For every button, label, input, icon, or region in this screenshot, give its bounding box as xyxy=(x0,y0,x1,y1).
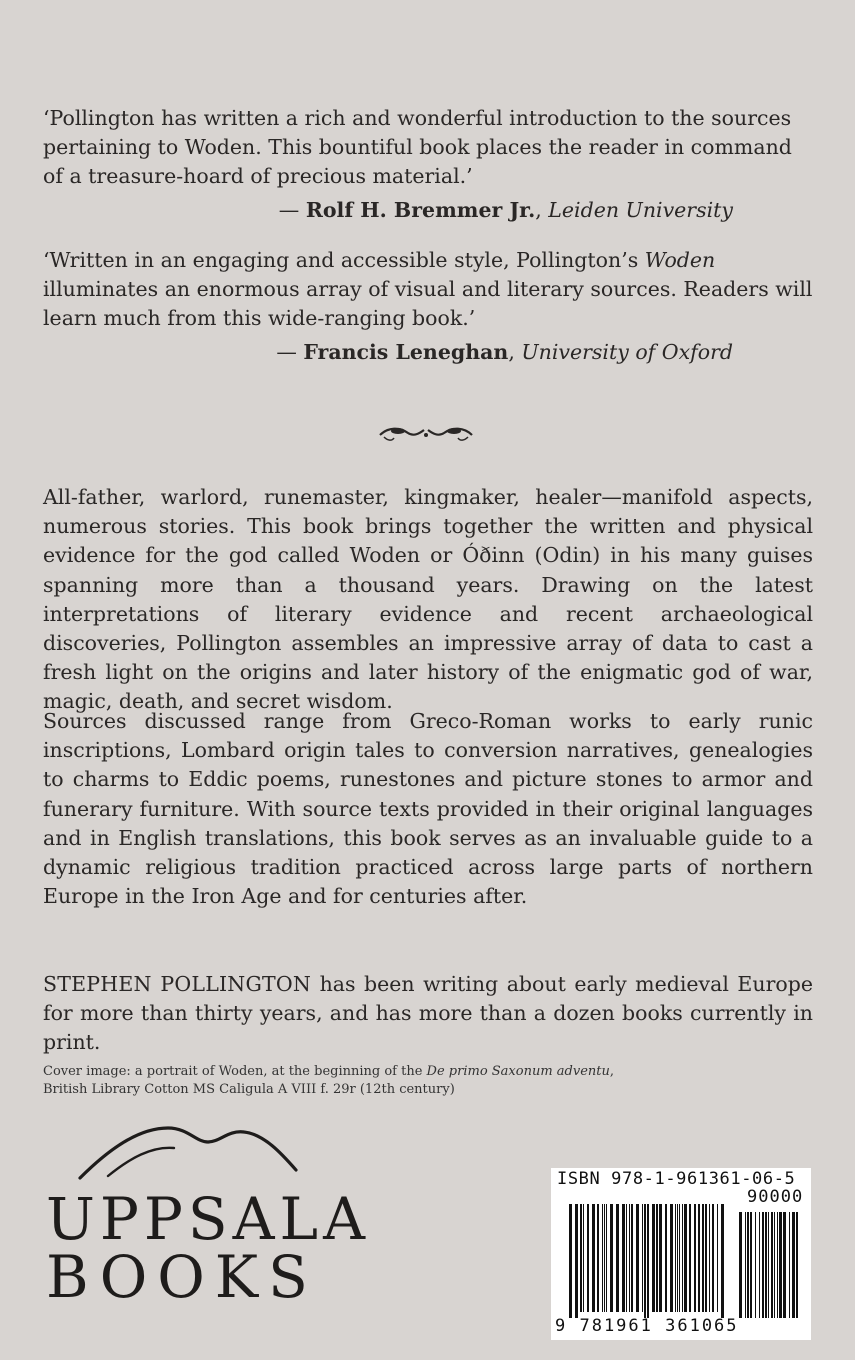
quote-1-attribution xyxy=(43,196,813,225)
barcode-addon-bar xyxy=(765,1212,767,1318)
barcode-bar xyxy=(592,1204,595,1312)
credit-title: De primo Saxonum adventu xyxy=(426,1064,610,1079)
quote-2-title: Woden xyxy=(644,248,716,272)
barcode-bar xyxy=(631,1204,633,1312)
review-quote-2 xyxy=(43,246,813,367)
barcode-bar xyxy=(616,1204,619,1312)
isbn-barcode xyxy=(551,1168,811,1340)
barcode-addon-bar xyxy=(774,1212,775,1318)
barcode-addon-bar xyxy=(768,1212,769,1318)
barcode-bar xyxy=(652,1204,655,1312)
author-name: STEPHEN POLLINGTON xyxy=(43,972,312,996)
barcode-bar xyxy=(694,1204,696,1312)
barcode-bar xyxy=(602,1204,603,1312)
barcode-bar xyxy=(587,1204,589,1312)
barcode-bar xyxy=(659,1204,662,1312)
barcode-addon-bar xyxy=(755,1212,756,1318)
description-paragraph-1 xyxy=(43,483,813,717)
barcode-bar xyxy=(665,1204,667,1312)
quote-2-text-before: ‘Written in an engaging and accessible style, Pollington’s xyxy=(43,248,645,272)
quote-2-text xyxy=(43,246,813,334)
quote-2-name: Francis Leneghan xyxy=(303,339,509,364)
author-bio-body: has been writing about early medieval Europe for more than thirty years, and has more than a dozen books currently in print. xyxy=(43,972,813,1055)
isbn-text: ISBN 978-1-961361-06-5 xyxy=(557,1169,796,1189)
barcode-bar xyxy=(597,1204,599,1312)
barcode-bar xyxy=(622,1204,625,1312)
barcode-bar xyxy=(642,1204,643,1312)
quote-1-affiliation: Leiden University xyxy=(548,197,733,222)
barcode-addon-bar xyxy=(759,1212,760,1318)
ean-digits: 9 781961 361065 xyxy=(555,1316,739,1336)
barcode-addon-bar xyxy=(789,1212,790,1318)
quote-2-attribution xyxy=(43,338,813,367)
barcode-bar xyxy=(679,1204,680,1312)
quote-2-text-after: illuminates an enormous array of visual and literary sources. Readers will learn much from this wide-ranging book.’ xyxy=(43,277,813,331)
barcode-addon-bar xyxy=(792,1212,795,1318)
barcode-bar xyxy=(629,1204,630,1312)
author-bio-text xyxy=(43,970,813,1058)
quote-1-text: ‘Pollington has written a rich and wonderful introduction to the sources pertaining to Woden. This bountiful book places the reader in command of a treasure-hoard of precious material.’ xyxy=(43,106,792,189)
barcode-bars xyxy=(559,1186,803,1318)
publisher-name-line-2: BOOKS xyxy=(46,1243,318,1311)
description-text-2: Sources discussed range from Greco-Roman works to early runic inscriptions, Lombard origin tales to conversion narratives, genealogies to charms to Eddic poems, runestones and picture stones to armor and funerary furniture. With source texts provided in their original languages and in English translations, this book serves as an invaluable guide to a dynamic religious tradition practiced across large parts of northern Europe in the Iron Age and for centuries after. xyxy=(43,709,813,909)
barcode-bar xyxy=(684,1204,687,1312)
price-code: 90000 xyxy=(747,1187,804,1207)
barcode-bar xyxy=(580,1204,582,1312)
credit-line-2: British Library Cotton MS Caligula A VIII f. 29r (12th century) xyxy=(43,1082,455,1097)
barcode-addon-bar xyxy=(779,1212,782,1318)
barcode-bar xyxy=(709,1204,710,1312)
quote-1-name: Rolf H. Bremmer Jr. xyxy=(305,197,536,222)
mountains-icon xyxy=(78,1120,298,1182)
barcode-addon-bar xyxy=(739,1212,742,1318)
barcode-bar xyxy=(610,1204,613,1312)
review-quote-1 xyxy=(43,104,813,225)
barcode-bar xyxy=(698,1204,700,1312)
author-bio xyxy=(43,970,813,1058)
quote-2-sep: , xyxy=(508,339,522,364)
credit-line-1 xyxy=(43,1063,643,1081)
barcode-bar xyxy=(705,1204,707,1312)
barcode-addon-bar xyxy=(745,1212,746,1318)
barcode-addon-bar xyxy=(762,1212,764,1318)
barcode-bar xyxy=(702,1204,704,1312)
barcode-bar xyxy=(675,1204,676,1312)
barcode-addon-bar xyxy=(796,1212,798,1318)
barcode-bar xyxy=(583,1204,584,1312)
quote-1-sep: , xyxy=(535,197,549,222)
barcode-bar xyxy=(717,1204,718,1312)
publisher-name-line-1: UPPSALA xyxy=(46,1185,370,1253)
barcode-bar xyxy=(647,1204,649,1318)
barcode-bar xyxy=(575,1204,578,1318)
barcode-bar xyxy=(712,1204,714,1312)
ornament-divider-icon xyxy=(378,423,474,445)
barcode-bar xyxy=(644,1204,646,1318)
barcode-addon-bar xyxy=(771,1212,773,1318)
barcode-bar xyxy=(689,1204,691,1312)
barcode-addon-bar xyxy=(750,1212,752,1318)
barcode-addon-bar xyxy=(777,1212,778,1318)
barcode-bar xyxy=(606,1204,607,1312)
barcode-bar xyxy=(682,1204,683,1312)
quote-2-affiliation: University of Oxford xyxy=(521,339,733,364)
cover-image-credit xyxy=(43,1063,643,1099)
barcode-bar xyxy=(677,1204,678,1312)
credit-before: Cover image: a portrait of Woden, at the beginning of the xyxy=(43,1064,427,1079)
barcode-bar xyxy=(721,1204,724,1318)
quote-1-dash: — xyxy=(278,197,306,222)
barcode-bar xyxy=(626,1204,627,1312)
barcode-addon-bar xyxy=(783,1212,786,1318)
barcode-bar xyxy=(569,1204,572,1318)
barcode-bar xyxy=(636,1204,639,1312)
publisher-logo xyxy=(46,1120,370,1311)
barcode-bar xyxy=(670,1204,673,1312)
description-paragraph-2 xyxy=(43,707,813,911)
barcode-bar xyxy=(604,1204,605,1312)
quote-2-dash: — xyxy=(276,339,304,364)
description-text-1: All-father, warlord, runemaster, kingmaker, healer—manifold aspects, numerous stories. This book brings together the written and physical evidence for the god called Woden or Óðinn (Odin) in his many guises spanning more than a thousand years. Drawing on the latest interpretations of literary evidence and recent archaeological discoveries, Pollington assembles an impressive array of data to cast a fresh light on the origins and later history of the enigmatic god of war, magic, death, and secret wisdom. xyxy=(43,485,813,714)
barcode-addon-bar xyxy=(747,1212,749,1318)
credit-after: , xyxy=(609,1064,615,1079)
barcode-bar xyxy=(656,1204,658,1312)
